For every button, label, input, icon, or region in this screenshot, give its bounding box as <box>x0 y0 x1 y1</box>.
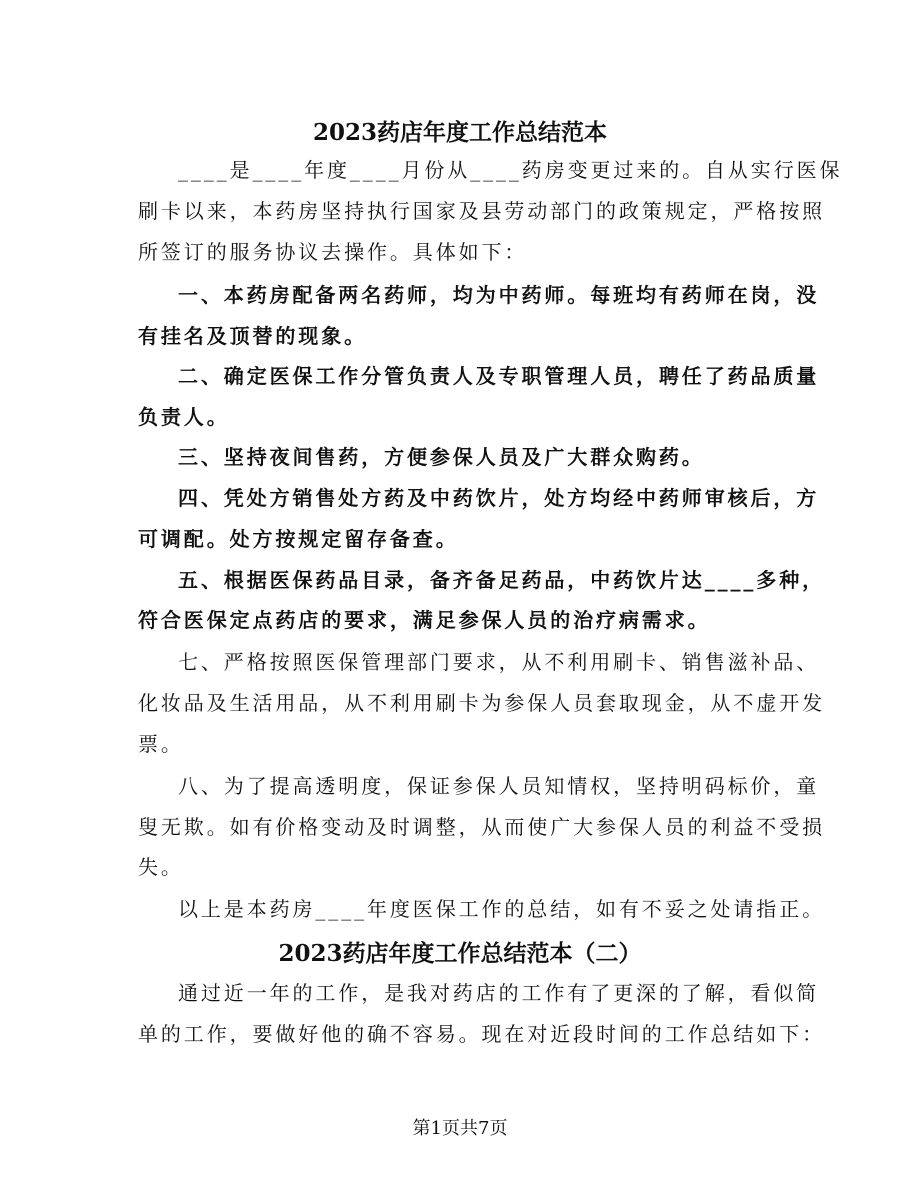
list-item-line: 四、凭处方销售处方药及中药饮片，处方均经中药师审核后，方 <box>178 486 820 510</box>
paragraph-line: 所签订的服务协议去操作。具体如下： <box>138 240 528 264</box>
summary-line: 以上是本药房____年度医保工作的总结，如有不妥之处请指正。 <box>178 897 825 921</box>
list-item-line: 可调配。处方按规定留存备查。 <box>138 527 459 551</box>
paragraph-line: ____是____年度____月份从____药房变更过来的。自从实行医保 <box>178 158 843 182</box>
list-item-line: 符合医保定点药店的要求，满足参保人员的治疗病需求。 <box>138 608 711 632</box>
list-item-line: 三、坚持夜间售药，方便参保人员及广大群众购药。 <box>178 445 705 469</box>
section-title: 2023药店年度工作总结范本（二） <box>278 940 642 967</box>
list-item-line: 七、严格按照医保管理部门要求，从不利用刷卡、销售滋补品、 <box>178 650 820 674</box>
list-item-line: 五、根据医保药品目录，备齐备足药品，中药饮片达____多种， <box>178 568 825 592</box>
list-item-line: 叟无欺。如有价格变动及时调整，从而使广大参保人员的利益不受损 <box>138 815 825 839</box>
page-number: 第1页共7页 <box>412 1118 508 1139</box>
list-item-line: 失。 <box>138 855 184 879</box>
paragraph-line: 刷卡以来，本药房坚持执行国家及县劳动部门的政策规定，严格按照 <box>138 199 825 223</box>
document-title: 2023药店年度工作总结范本 <box>312 119 607 146</box>
list-item-line: 化妆品及生活用品，从不利用刷卡为参保人员套取现金，从不虚开发 <box>138 691 825 715</box>
list-item-line: 有挂名及顶替的现象。 <box>138 324 367 348</box>
list-item-line: 八、为了提高透明度，保证参保人员知情权，坚持明码标价，童 <box>178 774 820 798</box>
list-item-line: 二、确定医保工作分管负责人及专职管理人员，聘任了药品质量 <box>178 364 820 388</box>
list-item-line: 一、本药房配备两名药师，均为中药师。每班均有药师在岗，没 <box>178 283 820 307</box>
paragraph-line: 单的工作，要做好他的确不容易。现在对近段时间的工作总结如下： <box>138 1022 825 1046</box>
paragraph-line: 通过近一年的工作，是我对药店的工作有了更深的了解，看似简 <box>178 981 820 1005</box>
list-item-line: 票。 <box>138 732 184 756</box>
list-item-line: 负责人。 <box>138 405 230 429</box>
